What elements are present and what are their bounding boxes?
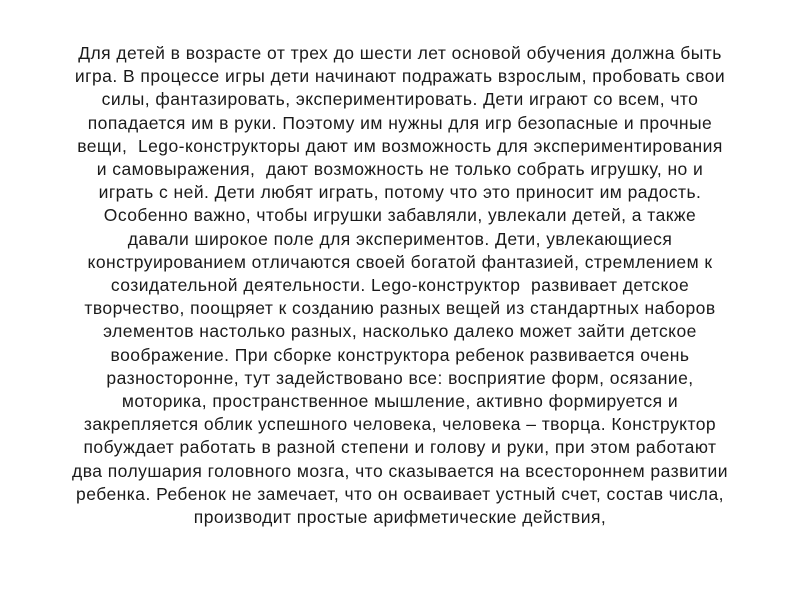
paragraph-line: вещи, Lego-конструкторы дают им возможность для экспериментирования	[77, 135, 723, 156]
paragraph-line: Для детей в возрасте от трех до шести лет основой обучения должна быть	[78, 43, 722, 63]
paragraph-line: воображение. При сборке конструктора ребенок развивается очень	[110, 344, 690, 365]
paragraph-line: разносторонне, тут задействовано все: восприятие форм, осязание,	[106, 367, 694, 388]
paragraph-line: конструированием отличаются своей богатой фантазией, стремлением к	[87, 251, 713, 272]
paragraph-line: давали широкое поле для экспериментов. Дети, увлекающиеся	[127, 228, 673, 249]
paragraph-line: попадается им в руки. Поэтому им нужны для игр безопасные и прочные	[87, 112, 713, 133]
paragraph-line: созидательной деятельности. Lego-конструктор развивает детское	[110, 275, 690, 296]
paragraph-line: производит простые арифметические действия,	[193, 507, 607, 528]
paragraph-line: игра. В процессе игры дети начинают подражать взрослым, пробовать свои	[74, 66, 726, 87]
paragraph-line: Особенно важно, чтобы игрушки забавляли, увлекали детей, а также	[103, 205, 697, 226]
paragraph-line: моторика, пространственное мышление, активно формируется и	[121, 391, 679, 412]
paragraph-line: два полушария головного мозга, что сказывается на всестороннем развитии	[72, 460, 728, 481]
paragraph-line: творчество, поощряет к созданию разных вещей из стандартных наборов	[84, 298, 716, 319]
paragraph-line: играть с ней. Дети любят играть, потому что это приносит им радость.	[98, 182, 702, 203]
paragraph-line: и самовыражения, дают возможность не только собрать игрушку, но и	[96, 159, 704, 180]
paragraph-line: побуждает работать в разной степени и голову и руки, при этом работают	[83, 437, 717, 458]
body-paragraph	[40, 42, 760, 529]
paragraph-line: закрепляется облик успешного человека, человека – творца. Конструктор	[83, 414, 717, 435]
paragraph-line: силы, фантазировать, экспериментировать. Дети играют со всем, что	[101, 89, 699, 110]
paragraph-line: элементов настолько разных, насколько далеко может зайти детское	[103, 321, 697, 342]
paragraph-line: ребенка. Ребенок не замечает, что он осваивает устный счет, состав числа,	[76, 483, 724, 504]
